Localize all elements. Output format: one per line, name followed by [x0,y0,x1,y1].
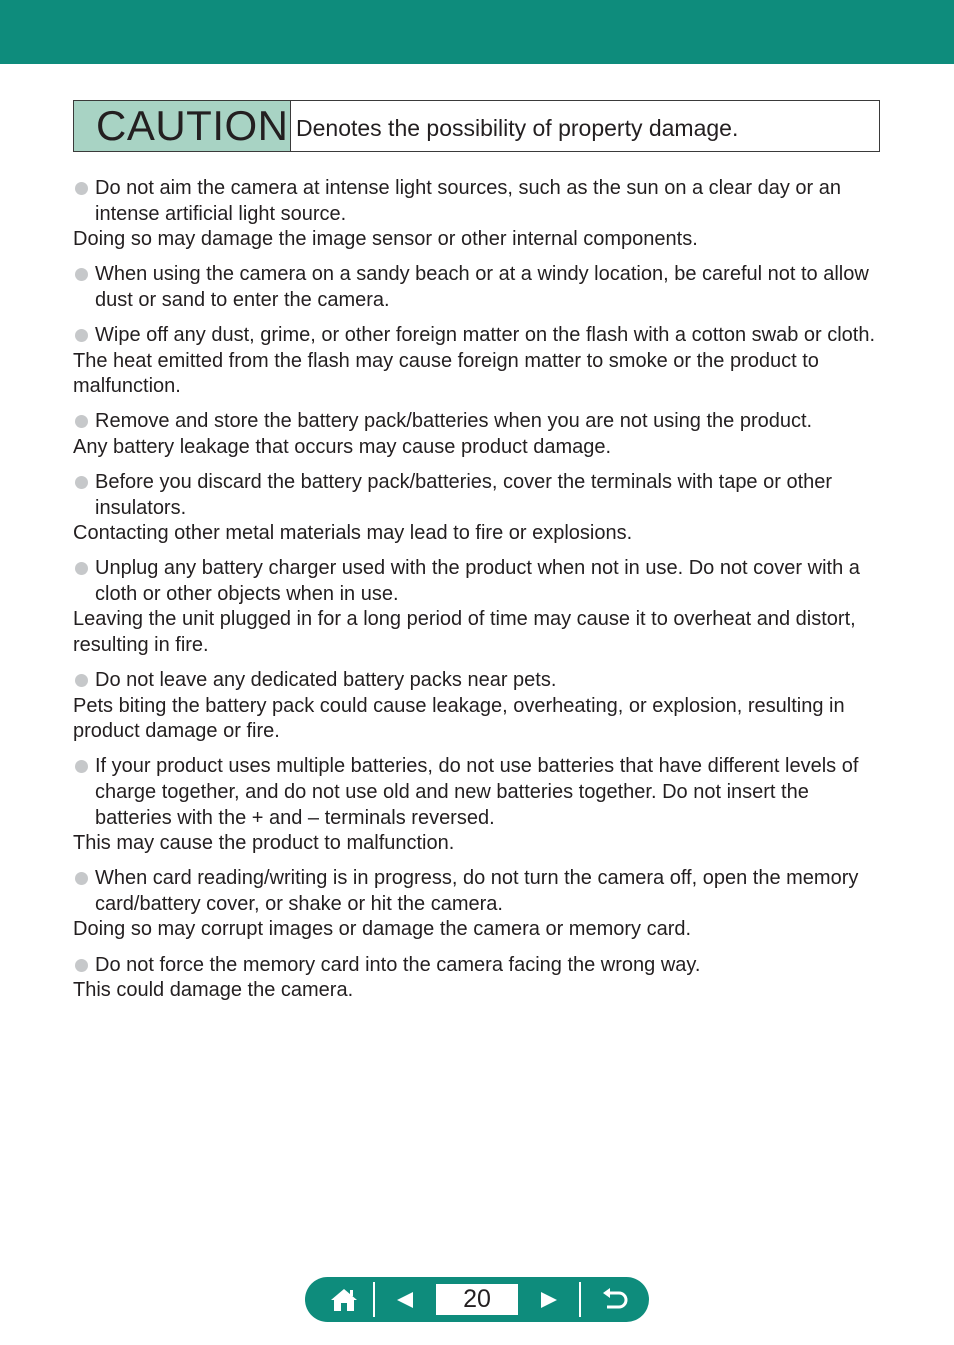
bullet-icon [75,760,88,773]
home-button[interactable] [319,1277,369,1322]
prev-icon [395,1290,415,1310]
bullet-text: Wipe off any dust, grime, or other foreign matter on the flash with a cotton swab or cloth. [95,323,876,346]
next-page-button[interactable] [527,1277,571,1322]
return-icon [600,1288,628,1312]
bullet-text: When using the camera on a sandy beach or at a windy location, be careful not to allow dust or sand to enter the camera. [95,263,869,311]
bullet-text: Unplug any battery charger used with the product when not in use. Do not cover with a cloth or other objects when in use. [95,557,860,605]
bullet-text: Do not force the memory card into the camera facing the wrong way. [95,953,701,976]
bullet-text: When card reading/writing is in progress, do not turn the camera off, open the memory card/battery cover, or shake or hit the camera. [95,867,859,915]
bullet-text: If your product uses multiple batteries, do not use batteries that have different levels of charge together, and do not use old and new batteries together. Do not insert the batteries with the + and – terminals reversed. [95,755,859,829]
bullet-icon [75,674,88,687]
bullet-text: Do not aim the camera at intense light sources, such as the sun on a clear day or an intense artificial light source. [95,177,841,225]
note-text: This could damage the camera. [73,979,354,1002]
list-item [73,668,879,745]
bullet-icon [75,268,88,281]
note-text: Any battery leakage that occurs may cause product damage. [73,435,612,458]
nav-divider [579,1282,581,1317]
list-item [73,556,879,658]
list-item [73,953,879,1004]
bullet-text: Do not leave any dedicated battery packs near pets. [95,669,557,692]
list-item [73,176,879,253]
list-item [73,262,879,313]
bullet-icon [75,959,88,972]
note-text: Doing so may damage the image sensor or other internal components. [73,228,698,251]
note-text: Contacting other metal materials may lead to fire or explosions. [73,522,633,545]
bullet-text: Before you discard the battery pack/batteries, cover the terminals with tape or other insulators. [95,470,833,519]
return-button[interactable] [589,1277,639,1322]
bullet-icon [75,476,88,489]
list-item [73,323,879,400]
list-item [73,470,879,547]
note-text: Leaving the unit plugged in for a long period of time may cause it to overheat and distort, resulting in fire. [73,608,856,656]
list-item [73,409,879,460]
page-navigation-bar [305,1277,649,1322]
note-text: Doing so may corrupt images or damage the camera or memory card. [73,918,692,941]
nav-divider [373,1282,375,1317]
top-header-bar [0,0,954,64]
bullet-icon [75,415,88,428]
bullet-text: Remove and store the battery pack/batteries when you are not using the product. [95,410,813,433]
caution-label: CAUTION [74,101,291,151]
note-text: Pets biting the battery pack could cause leakage, overheating, or explosion, resulting in product damage or fire. [73,694,845,743]
bullet-icon [75,562,88,575]
note-text: This may cause the product to malfunction. [73,832,455,855]
caution-list [73,176,879,1013]
next-icon [539,1290,559,1310]
caution-box [73,100,880,152]
note-text: The heat emitted from the flash may cause foreign matter to smoke or the product to malfunction. [73,349,819,398]
list-item [73,754,879,856]
bullet-icon [75,872,88,885]
bullet-icon [75,182,88,195]
list-item [73,866,879,943]
caution-description: Denotes the possibility of property damage. [296,115,739,141]
previous-page-button[interactable] [383,1277,427,1322]
bullet-icon [75,329,88,342]
home-icon [329,1286,359,1314]
page-number: 20 [436,1284,518,1315]
